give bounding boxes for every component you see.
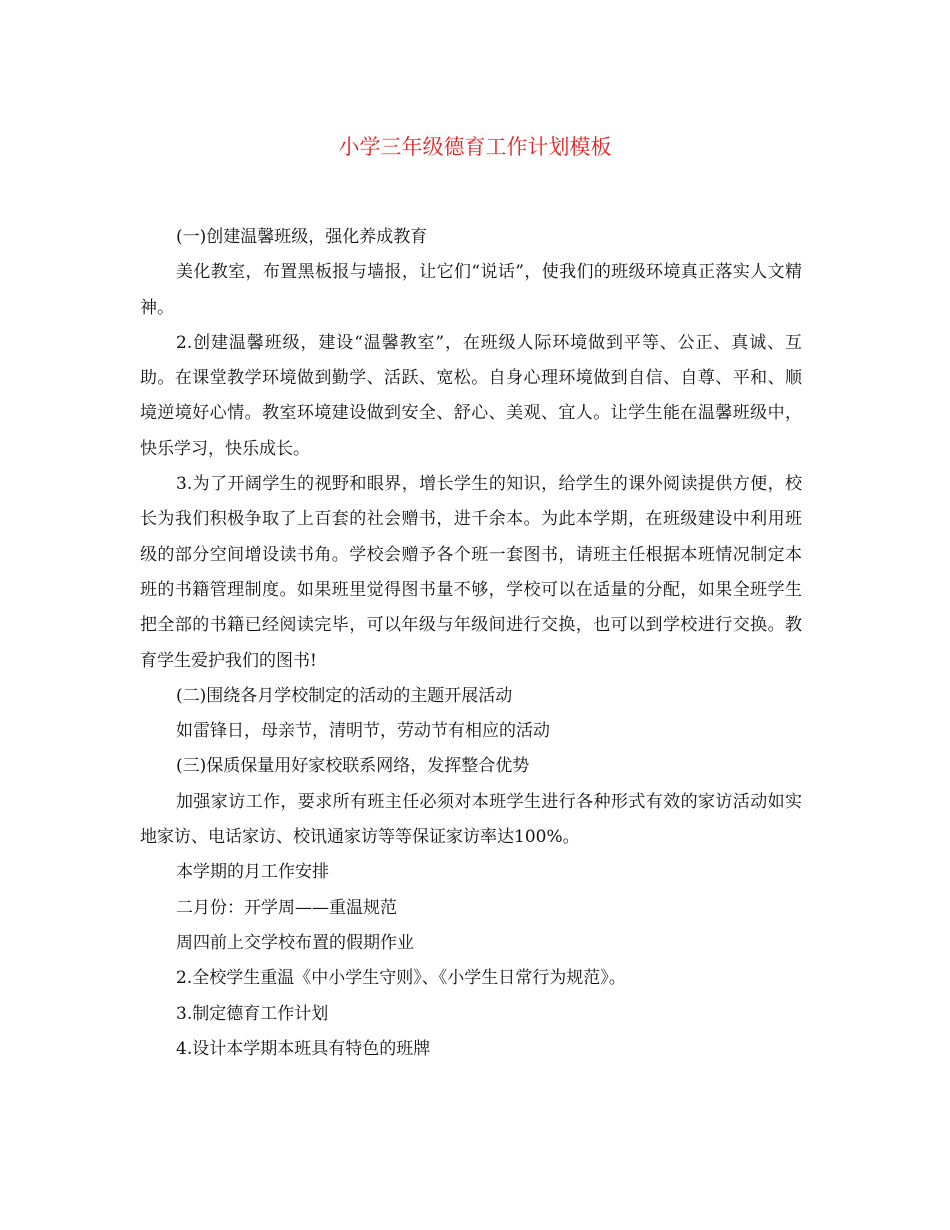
paragraph: 周四前上交学校布置的假期作业 bbox=[176, 932, 414, 953]
paragraph: 3.为了开阔学生的视野和眼界，增长学生的知识，给学生的课外阅读提供方便，校长为我们积极争取了上百套的社会赠书，进千余本。为此本学期，在班级建设中利用班级的部分空间增设读书角。学校会赠予各个班一套图书，请班主任根据本班情况制定本班的书籍管理制度。如果班里觉得图书量不够，学校可以在适量的分配，如果全班学生把全部的书籍已经阅读完毕，可以年级与年级间进行交换，也可以到学校进行交换。教育学生爱护我们的图书! bbox=[140, 474, 802, 671]
paragraph: 2.全校学生重温《中小学生守则》、《小学生日常行为规范》。 bbox=[176, 968, 626, 989]
paragraph: 4.设计本学期本班具有特色的班牌 bbox=[176, 1038, 431, 1059]
document-title: 小学三年级德育工作计划模板 bbox=[338, 135, 612, 159]
paragraph: 二月份：开学周——重温规范 bbox=[176, 897, 397, 918]
document-body bbox=[140, 220, 802, 1067]
paragraph: 如雷锋日，母亲节，清明节，劳动节有相应的活动 bbox=[176, 721, 550, 742]
paragraph-heading-2: (二)围绕各月学校制定的活动的主题开展活动 bbox=[176, 685, 513, 706]
paragraph: 美化教室，布置黑板报与墙报，让它们“说话”，使我们的班级环境真正落实人文精神。 bbox=[140, 262, 802, 318]
paragraph-heading-3: (三)保质保量用好家校联系网络，发挥整合优势 bbox=[176, 756, 530, 777]
paragraph: 2.创建温馨班级，建设“温馨教室”，在班级人际环境做到平等、公正、真诚、互助。在课堂教学环境做到勤学、活跃、宽松。自身心理环境做到自信、自尊、平和、顺境逆境好心情。教室环境建设做到安全、舒心、美观、宜人。让学生能在温馨班级中，快乐学习，快乐成长。 bbox=[140, 332, 802, 459]
paragraph: 3.制定德育工作计划 bbox=[176, 1003, 329, 1024]
paragraph: 加强家访工作，要求所有班主任必须对本班学生进行各种形式有效的家访活动如实地家访、电话家访、校讯通家访等等保证家访率达100%。 bbox=[140, 791, 802, 848]
paragraph-heading-1: (一)创建温馨班级，强化养成教育 bbox=[176, 227, 428, 247]
paragraph: 本学期的月工作安排 bbox=[176, 862, 329, 883]
